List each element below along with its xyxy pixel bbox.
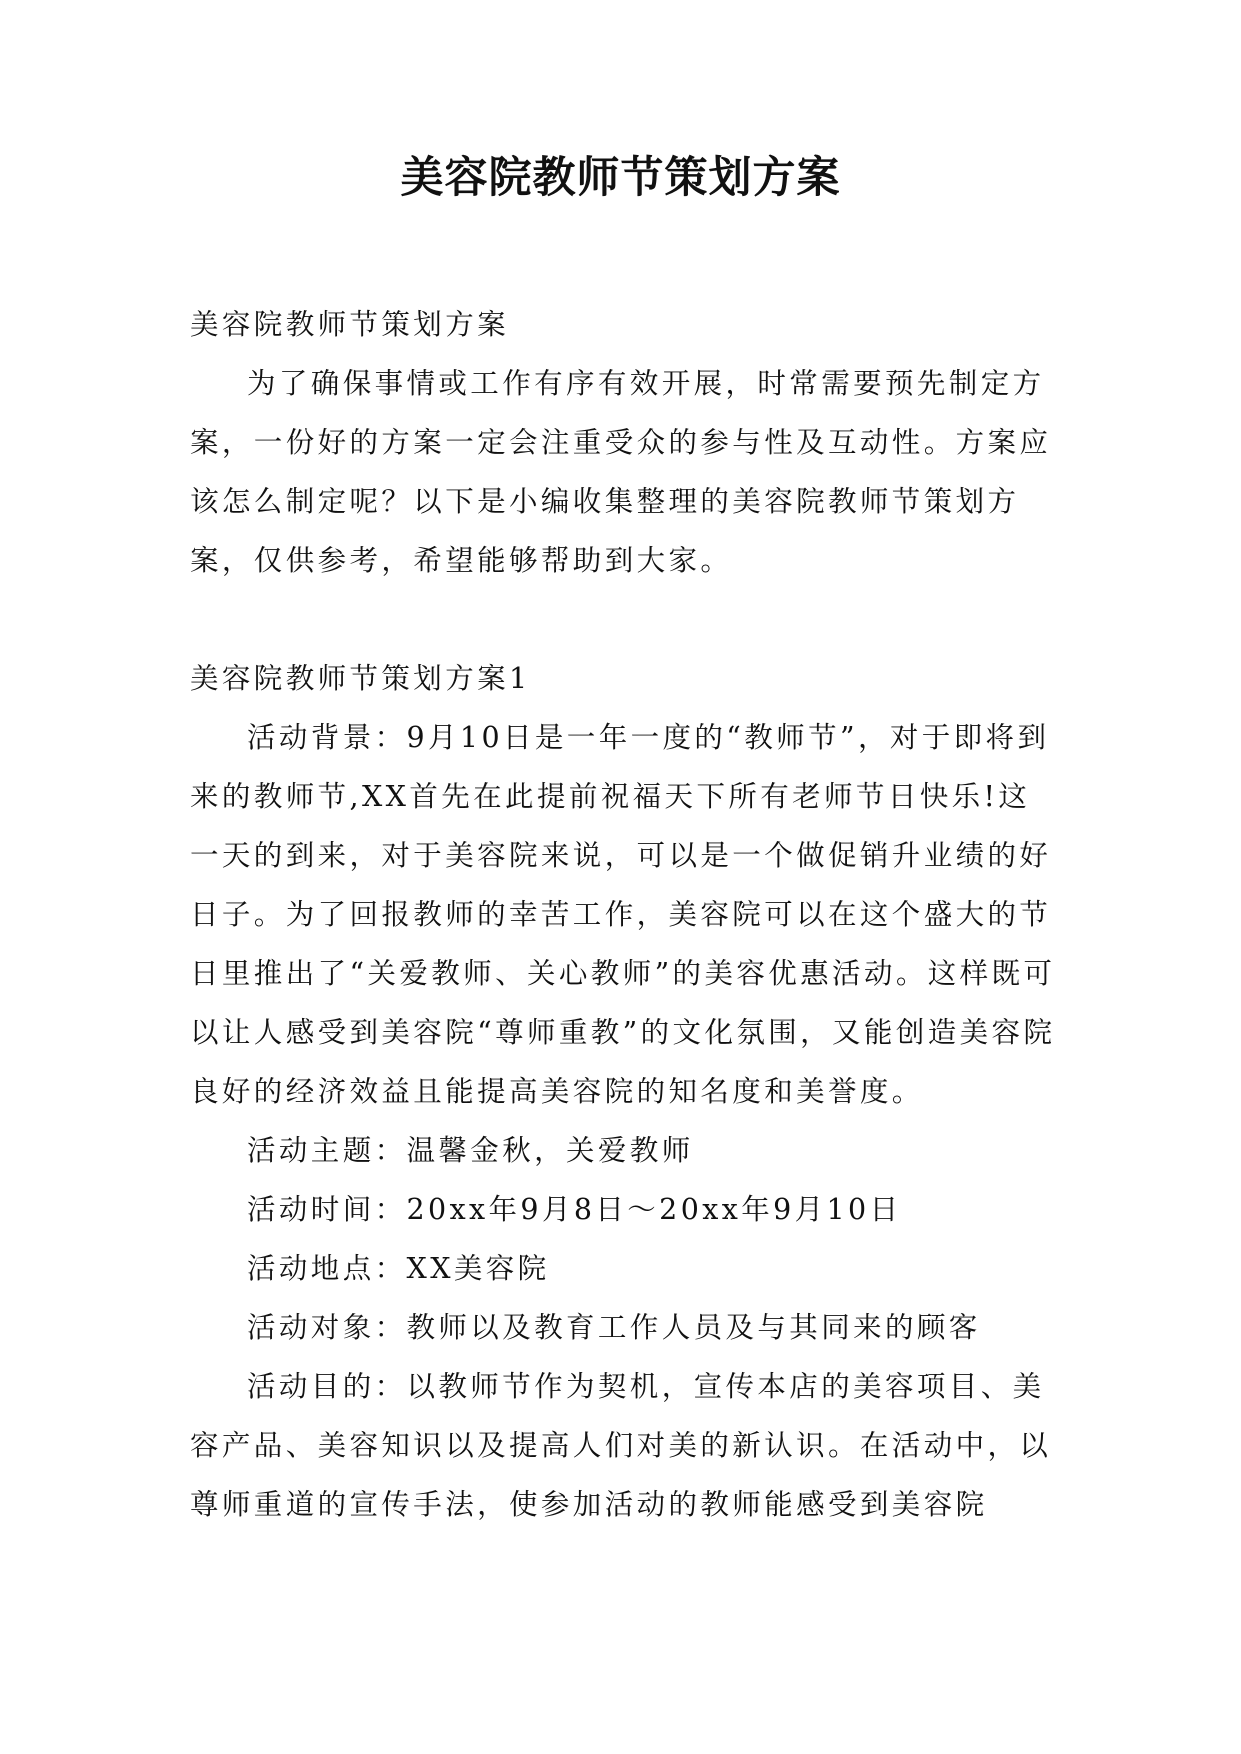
purpose-paragraph: 活动目的：以教师节作为契机，宣传本店的美容项目、美容产品、美容知识以及提高人们对美的新认识。在活动中，以尊师重道的宣传手法，使参加活动的教师能感受到美容院 [190, 1370, 1052, 1521]
time-paragraph: 活动时间：20xx年9月8日～20xx年9月10日 [247, 1193, 902, 1226]
intro-paragraph: 为了确保事情或工作有序有效开展，时常需要预先制定方案，一份好的方案一定会注重受众的参与性及互动性。方案应该怎么制定呢？以下是小编收集整理的美容院教师节策划方案，仅供参考，希望能够帮助到大家。 [190, 367, 1052, 577]
document-body [190, 295, 1060, 1534]
section-heading: 美容院教师节策划方案1 [190, 662, 531, 695]
subtitle: 美容院教师节策划方案 [190, 308, 510, 341]
theme-paragraph: 活动主题：温馨金秋，关爱教师 [247, 1134, 694, 1167]
location-paragraph: 活动地点：XX美容院 [247, 1252, 550, 1285]
document-title: 美容院教师节策划方案 [400, 153, 841, 203]
background-paragraph: 活动背景：9月10日是一年一度的“教师节”，对于即将到来的教师节,XX首先在此提前祝福天下所有老师节日快乐!这一天的到来，对于美容院来说，可以是一个做促销升业绩的好日子。为了回报教师的幸苦工作，美容院可以在这个盛大的节日里推出了“关爱教师、关心教师”的美容优惠活动。这样既可以让人感受到美容院“尊师重教”的文化氛围，又能创造美容院良好的经济效益且能提高美容院的知名度和美誉度。 [190, 721, 1056, 1108]
audience-paragraph: 活动对象：教师以及教育工作人员及与其同来的顾客 [247, 1311, 981, 1344]
